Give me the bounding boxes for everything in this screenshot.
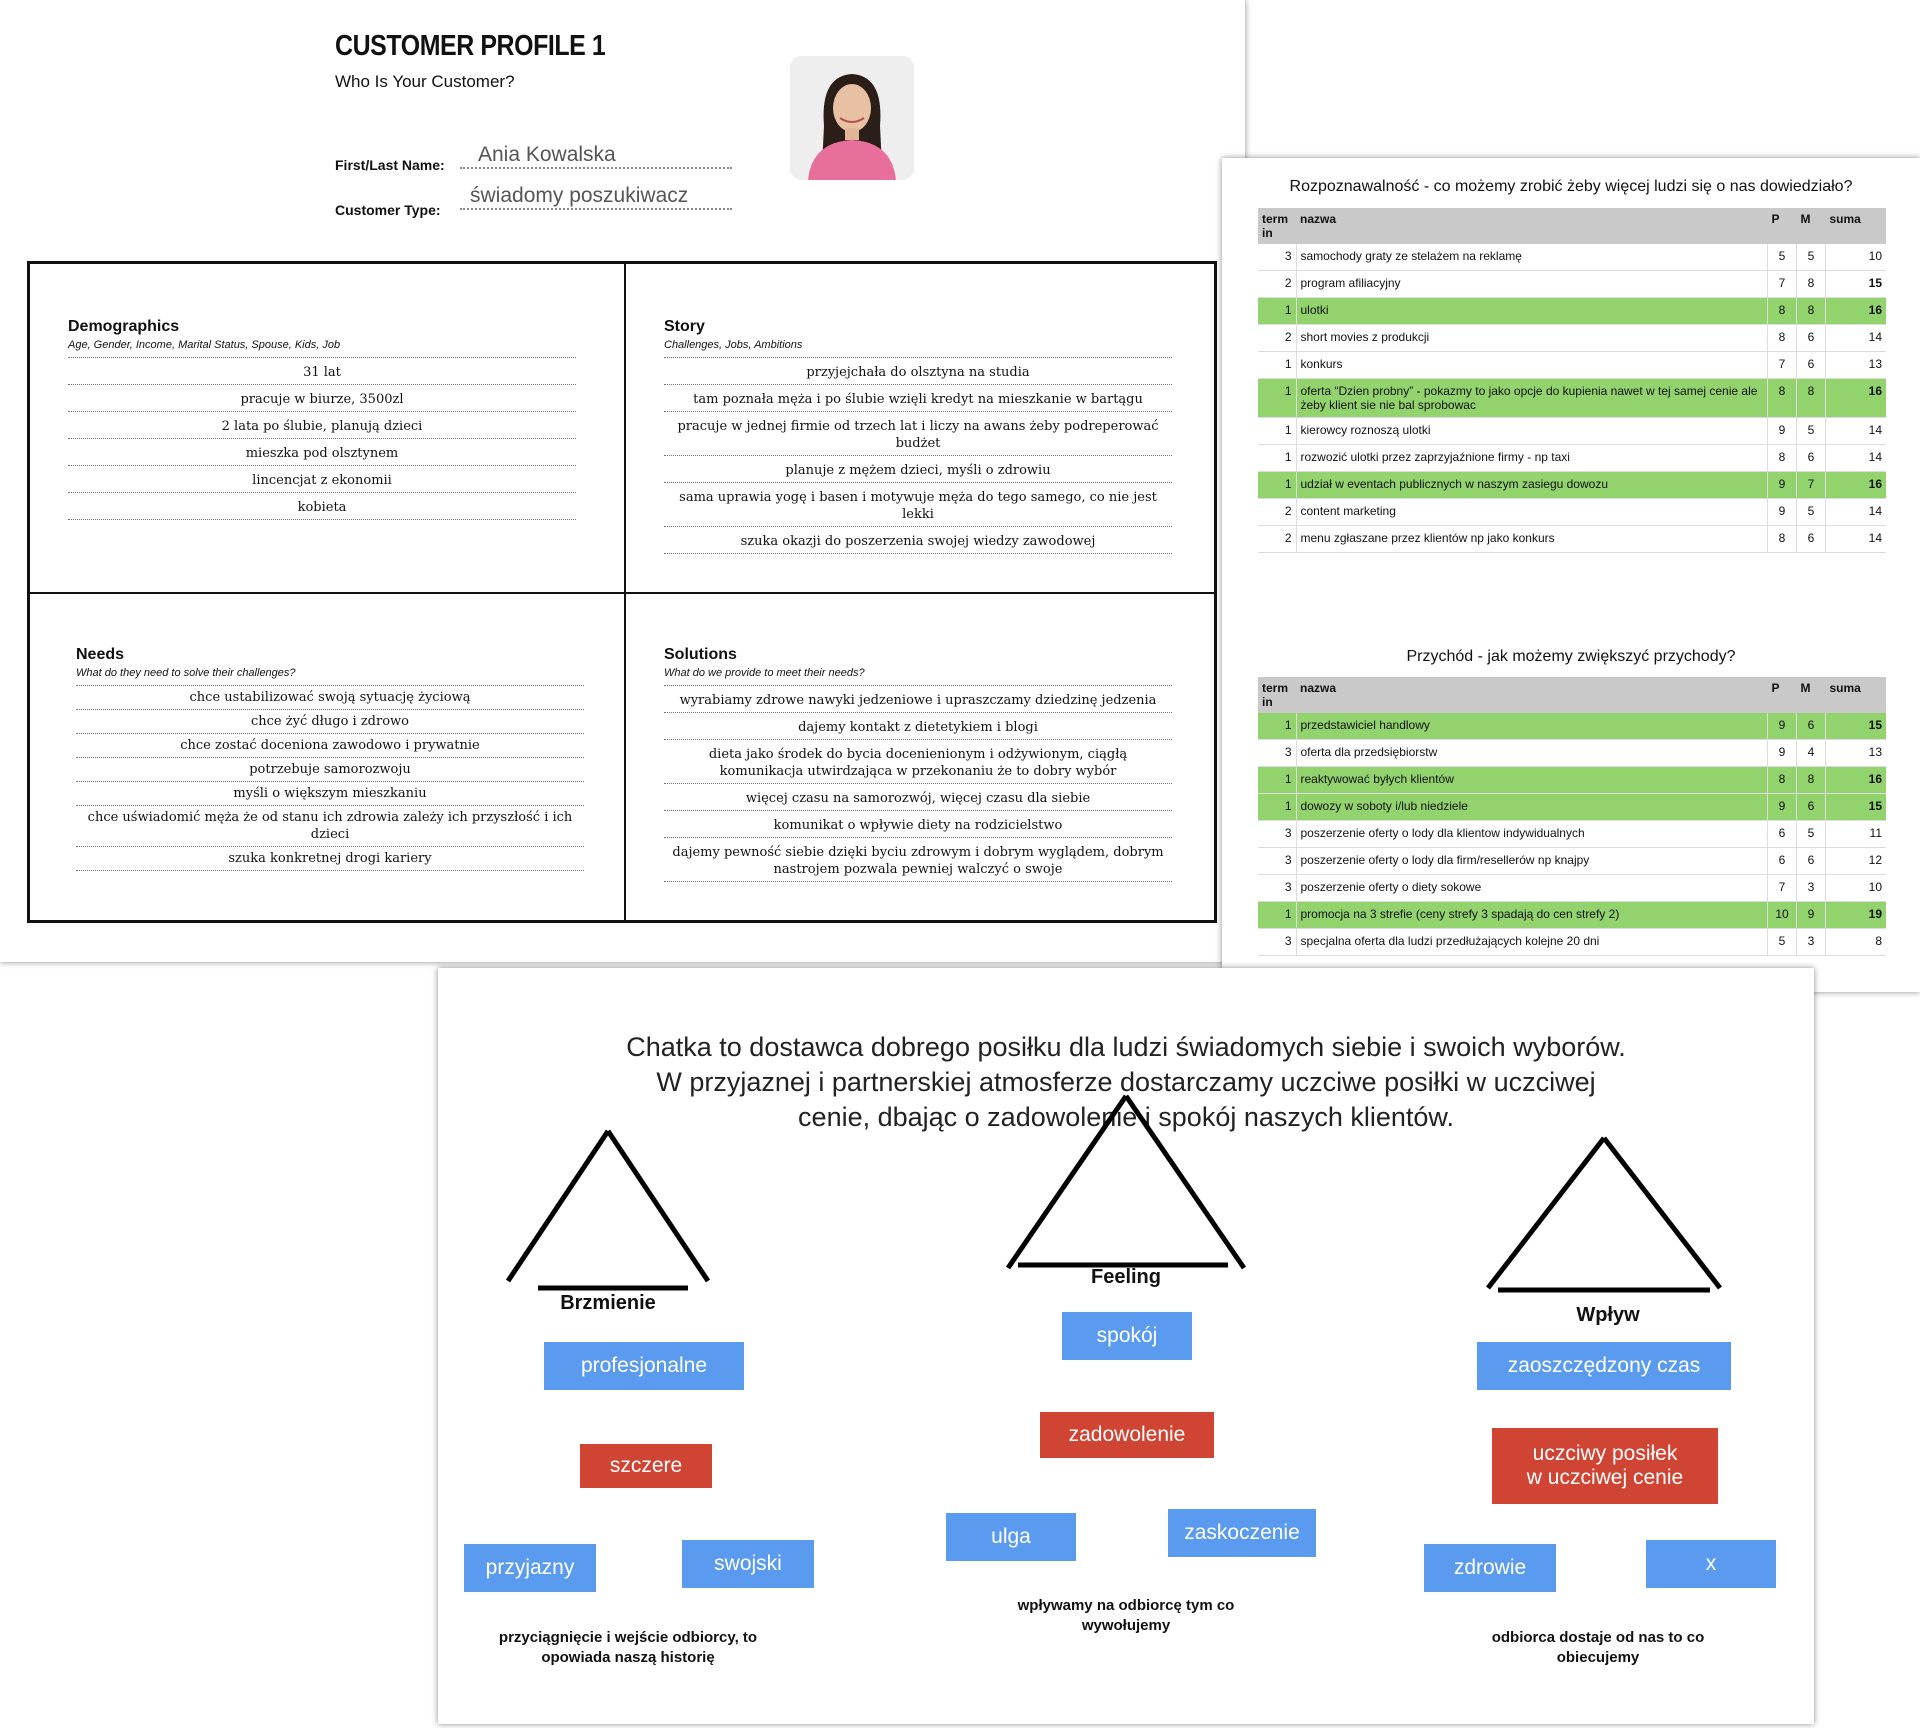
p-cell: 6: [1768, 821, 1797, 848]
caption-line: obiecujemy: [1556, 1649, 1640, 1666]
needs-row[interactable]: chce zostać doceniona zawodowo i prywatnie: [76, 734, 584, 758]
col-name: nazwa: [1296, 677, 1768, 713]
sum-cell: 10: [1826, 244, 1887, 271]
name-cell: program afiliacyjny: [1296, 271, 1768, 298]
term-cell: 1: [1258, 298, 1296, 325]
type-field[interactable]: świadomy poszukiwacz: [460, 184, 732, 210]
name-cell: dowozy w soboty i/lub niedziele: [1296, 794, 1768, 821]
term-cell: 3: [1258, 244, 1296, 271]
term-cell: 1: [1258, 713, 1296, 740]
m-cell: 5: [1797, 244, 1826, 271]
solutions-heading: Solutions: [664, 646, 737, 663]
sum-cell: 15: [1826, 271, 1887, 298]
sum-cell: 19: [1826, 902, 1887, 929]
term-cell: 3: [1258, 929, 1296, 956]
sum-cell: 15: [1826, 794, 1887, 821]
caption-line: odbiorca dostaje od nas to co: [1491, 1629, 1705, 1646]
m-cell: 6: [1797, 848, 1826, 875]
m-cell: 5: [1797, 499, 1826, 526]
solutions-row[interactable]: komunikat o wpływie diety na rodzicielstwo: [664, 811, 1172, 838]
table-row[interactable]: [1258, 713, 1886, 740]
name-cell: oferta “Dzien probny” - pokazmy to jako opcje do kupienia nawet w tej samej cenie ale żeby klient sie nie bal sprobowac: [1296, 379, 1768, 418]
awareness-table: [1258, 208, 1886, 553]
mission-line: W przyjaznej i partnerskiej atmosferze dostarczamy uczciwe posiłki w uczciwej: [656, 1067, 1596, 1097]
p-cell: 8: [1768, 325, 1797, 352]
solutions-row[interactable]: dieta jako środek do bycia docenienionym i odżywionym, ciągłą komunikacja utwirdzająca w przekonaniu że to dobry wybór: [664, 740, 1172, 784]
solutions-subheading: What do we provide to meet their needs?: [664, 667, 1172, 686]
m-cell: 4: [1797, 740, 1826, 767]
p-cell: 8: [1768, 767, 1797, 794]
name-cell: udział w eventach publicznych w naszym zasiegu dowozu: [1296, 472, 1768, 499]
demographics-row[interactable]: 2 lata po ślubie, planują dzieci: [68, 412, 576, 439]
type-label: Customer Type:: [335, 202, 441, 218]
p-cell: 8: [1768, 298, 1797, 325]
term-cell: 1: [1258, 794, 1296, 821]
name-cell: poszerzenie oferty o lody dla firm/resellerów np knajpy: [1296, 848, 1768, 875]
needs-heading: Needs: [76, 646, 125, 663]
caption-line: przyciągnięcie i wejście odbiorcy, to: [498, 1629, 758, 1646]
table2-title: Przychód - jak możemy zwiększyć przychody?: [1406, 648, 1736, 665]
p-cell: 9: [1768, 472, 1797, 499]
table2-body: [1258, 713, 1886, 956]
table-row[interactable]: [1258, 445, 1886, 472]
needs-row[interactable]: myśli o większym mieszkaniu: [76, 782, 584, 806]
table-row[interactable]: [1258, 848, 1886, 875]
term-cell: 1: [1258, 767, 1296, 794]
col-sum: suma: [1826, 677, 1887, 713]
p-cell: 7: [1768, 352, 1797, 379]
m-cell: 6: [1797, 325, 1826, 352]
m-cell: 6: [1797, 352, 1826, 379]
story-row[interactable]: pracuje w jednej firmie od trzech lat i liczy na awans żeby podreperować budżet: [664, 412, 1172, 456]
solutions-row[interactable]: więcej czasu na samorozwój, więcej czasu dla siebie: [664, 784, 1172, 811]
term-cell: 2: [1258, 325, 1296, 352]
center-line: w uczciwej cenie: [1526, 1466, 1684, 1489]
table-row[interactable]: [1258, 902, 1886, 929]
mission-line: Chatka to dostawca dobrego posiłku dla ludzi świadomych siebie i swoich wyborów.: [626, 1032, 1626, 1062]
term-cell: 1: [1258, 418, 1296, 445]
table-row[interactable]: [1258, 929, 1886, 956]
col-term: term in: [1258, 208, 1296, 244]
ideas-tables-sheet: [1222, 158, 1920, 992]
p-cell: 6: [1768, 848, 1797, 875]
m-cell: 5: [1797, 821, 1826, 848]
m-cell: 8: [1797, 298, 1826, 325]
sum-cell: 12: [1826, 848, 1887, 875]
term-cell: 1: [1258, 902, 1296, 929]
needs-row[interactable]: szuka konkretnej drogi kariery: [76, 847, 584, 871]
name-cell: promocja na 3 strefie (ceny strefy 3 spadają do cen strefy 2): [1296, 902, 1768, 929]
name-cell: short movies z produkcji: [1296, 325, 1768, 352]
demographics-row[interactable]: kobieta: [68, 493, 576, 520]
name-cell: reaktywować byłych klientów: [1296, 767, 1768, 794]
sum-cell: 16: [1826, 379, 1887, 418]
box-zdrowie: zdrowie: [1424, 1544, 1556, 1592]
caption-line: wywołujemy: [1081, 1617, 1171, 1634]
needs-row[interactable]: potrzebuje samorozwoju: [76, 758, 584, 782]
m-cell: 3: [1797, 875, 1826, 902]
demographics-heading: Demographics: [68, 318, 180, 335]
sum-cell: 16: [1826, 298, 1887, 325]
table1-title: Rozpoznawalność - co możemy zrobić żeby więcej ludzi się o nas dowiedziało?: [1289, 178, 1853, 195]
revenue-table: [1258, 677, 1886, 956]
story-row[interactable]: tam poznała męża i po ślubie wzięli kredyt na mieszkanie w bartągu: [664, 385, 1172, 412]
table-row[interactable]: [1258, 379, 1886, 418]
demographics-section: [68, 318, 576, 520]
demographics-subheading: Age, Gender, Income, Marital Status, Spouse, Kids, Job: [68, 339, 576, 358]
term-cell: 1: [1258, 379, 1296, 418]
wplyw-caption: [1438, 1628, 1758, 1668]
p-cell: 5: [1768, 929, 1797, 956]
m-cell: 3: [1797, 929, 1826, 956]
demographics-row[interactable]: lincencjat z ekonomii: [68, 466, 576, 493]
col-p: P: [1768, 208, 1797, 244]
solutions-row[interactable]: dajemy pewność siebie dzięki byciu zdrowym i dobrym wyglądem, dobrym nastrojem pozwala pewniej walczyć o swoje: [664, 838, 1172, 882]
sum-cell: 10: [1826, 875, 1887, 902]
table-row[interactable]: [1258, 499, 1886, 526]
profile-title: CUSTOMER PROFILE 1: [335, 30, 606, 62]
table-row[interactable]: [1258, 352, 1886, 379]
m-cell: 8: [1797, 767, 1826, 794]
sum-cell: 8: [1826, 929, 1887, 956]
p-cell: 8: [1768, 526, 1797, 553]
p-cell: 9: [1768, 740, 1797, 767]
sum-cell: 14: [1826, 499, 1887, 526]
name-label: First/Last Name:: [335, 157, 445, 173]
needs-row[interactable]: chce ustabilizować swoją sytuację życiową: [76, 686, 584, 710]
name-cell: oferta dla przedsiębiorstw: [1296, 740, 1768, 767]
term-cell: 2: [1258, 499, 1296, 526]
term-cell: 3: [1258, 821, 1296, 848]
table-row[interactable]: [1258, 526, 1886, 553]
center-line: uczciwy posiłek: [1532, 1442, 1678, 1465]
term-cell: 1: [1258, 352, 1296, 379]
table-row[interactable]: [1258, 298, 1886, 325]
term-cell: 1: [1258, 445, 1296, 472]
story-subheading: Challenges, Jobs, Ambitions: [664, 339, 1172, 358]
table-row[interactable]: [1258, 767, 1886, 794]
table-row[interactable]: [1258, 325, 1886, 352]
col-sum: suma: [1826, 208, 1887, 244]
grid-divider-horizontal: [30, 592, 1214, 594]
p-cell: 7: [1768, 271, 1797, 298]
name-cell: menu zgłaszane przez klientów np jako konkurs: [1296, 526, 1768, 553]
term-cell: 3: [1258, 848, 1296, 875]
story-row[interactable]: planuje z mężem dzieci, myśli o zdrowiu: [664, 456, 1172, 483]
story-heading: Story: [664, 318, 705, 335]
name-cell: konkurs: [1296, 352, 1768, 379]
col-term: term in: [1258, 677, 1296, 713]
sum-cell: 14: [1826, 325, 1887, 352]
box-swojski: swojski: [682, 1540, 814, 1588]
needs-subheading: What do they need to solve their challenges?: [76, 667, 584, 686]
name-cell: poszerzenie oferty o lody dla klientow indywidualnych: [1296, 821, 1768, 848]
term-cell: 2: [1258, 271, 1296, 298]
m-cell: 6: [1797, 794, 1826, 821]
story-section: [664, 318, 1172, 554]
table-row[interactable]: [1258, 472, 1886, 499]
demographics-row[interactable]: pracuje w biurze, 3500zl: [68, 385, 576, 412]
m-cell: 8: [1797, 379, 1826, 418]
p-cell: 9: [1768, 713, 1797, 740]
name-field[interactable]: Ania Kowalska: [460, 143, 732, 169]
caption-line: wpływamy na odbiorcę tym co: [1017, 1597, 1235, 1614]
solutions-row[interactable]: dajemy kontakt z dietetykiem i blogi: [664, 713, 1172, 740]
solutions-row[interactable]: wyrabiamy zdrowe nawyki jedzeniowe i upraszczamy dziedzinę jedzenia: [664, 686, 1172, 713]
box-zaoszczedzony-czas: zaoszczędzony czas: [1477, 1342, 1731, 1390]
table-row[interactable]: [1258, 271, 1886, 298]
customer-profile-sheet: [0, 0, 1245, 962]
sum-cell: 15: [1826, 713, 1887, 740]
term-cell: 3: [1258, 875, 1296, 902]
name-cell: ulotki: [1296, 298, 1768, 325]
name-cell: przedstawiciel handlowy: [1296, 713, 1768, 740]
p-cell: 9: [1768, 499, 1797, 526]
box-ulga: ulga: [946, 1513, 1076, 1561]
profile-grid: [27, 261, 1217, 923]
caption-line: opowiada naszą historię: [541, 1649, 715, 1666]
m-cell: 6: [1797, 526, 1826, 553]
term-cell: 1: [1258, 472, 1296, 499]
box-profesjonalne: profesjonalne: [544, 1342, 744, 1390]
box-zadowolenie: zadowolenie: [1040, 1412, 1214, 1458]
m-cell: 6: [1797, 713, 1826, 740]
demographics-row[interactable]: 31 lat: [68, 358, 576, 385]
box-przyjazny: przyjazny: [464, 1544, 596, 1592]
needs-row[interactable]: chce żyć długo i zdrowo: [76, 710, 584, 734]
table1-body: [1258, 244, 1886, 553]
box-uczciwy-posilek: [1492, 1428, 1718, 1504]
brand-sheet: [438, 968, 1814, 1724]
name-cell: kierowcy roznoszą ulotki: [1296, 418, 1768, 445]
table-row[interactable]: [1258, 794, 1886, 821]
col-m: M: [1797, 677, 1826, 713]
name-cell: poszerzenie oferty o diety sokowe: [1296, 875, 1768, 902]
wplyw-title: Wpływ: [1576, 1304, 1640, 1326]
needs-row[interactable]: chce uświadomić męża że od stanu ich zdrowia zależy ich przyszłość i ich dzieci: [76, 806, 584, 847]
sum-cell: 16: [1826, 472, 1887, 499]
p-cell: 7: [1768, 875, 1797, 902]
box-spokoj: spokój: [1062, 1312, 1192, 1360]
m-cell: 9: [1797, 902, 1826, 929]
feeling-caption: [966, 1596, 1286, 1636]
box-x: x: [1646, 1540, 1776, 1588]
p-cell: 8: [1768, 379, 1797, 418]
table-row[interactable]: [1258, 740, 1886, 767]
table-row[interactable]: [1258, 244, 1886, 271]
solutions-section: [664, 646, 1172, 882]
term-cell: 2: [1258, 526, 1296, 553]
needs-section: [76, 646, 584, 871]
m-cell: 8: [1797, 271, 1826, 298]
m-cell: 6: [1797, 445, 1826, 472]
sum-cell: 14: [1826, 526, 1887, 553]
story-row[interactable]: przyjejchała do olsztyna na studia: [664, 358, 1172, 385]
p-cell: 8: [1768, 445, 1797, 472]
sum-cell: 14: [1826, 418, 1887, 445]
table-row[interactable]: [1258, 821, 1886, 848]
name-cell: rozwozić ulotki przez zaprzyjaźnione firmy - np taxi: [1296, 445, 1768, 472]
profile-subtitle: Who Is Your Customer?: [335, 72, 515, 91]
name-cell: content marketing: [1296, 499, 1768, 526]
name-cell: specjalna oferta dla ludzi przedłużających kolejne 20 dni: [1296, 929, 1768, 956]
box-zaskoczenie: zaskoczenie: [1168, 1509, 1316, 1557]
p-cell: 9: [1768, 418, 1797, 445]
story-row[interactable]: szuka okazji do poszerzenia swojej wiedzy zawodowej: [664, 527, 1172, 554]
sum-cell: 16: [1826, 767, 1887, 794]
p-cell: 9: [1768, 794, 1797, 821]
sum-cell: 13: [1826, 740, 1887, 767]
p-cell: 5: [1768, 244, 1797, 271]
m-cell: 5: [1797, 418, 1826, 445]
name-cell: samochody graty ze stelażem na reklamę: [1296, 244, 1768, 271]
box-szczere: szczere: [580, 1444, 712, 1488]
sum-cell: 13: [1826, 352, 1887, 379]
col-p: P: [1768, 677, 1797, 713]
col-m: M: [1797, 208, 1826, 244]
m-cell: 7: [1797, 472, 1826, 499]
customer-photo: [790, 56, 914, 180]
col-name: nazwa: [1296, 208, 1768, 244]
brzmienie-title: Brzmienie: [560, 1292, 656, 1314]
table-row[interactable]: [1258, 875, 1886, 902]
mission-line: cenie, dbając o zadowolenie i spokój naszych klientów.: [798, 1102, 1454, 1132]
p-cell: 10: [1768, 902, 1797, 929]
demographics-row[interactable]: mieszka pod olsztynem: [68, 439, 576, 466]
feeling-title: Feeling: [1090, 1266, 1161, 1288]
table-row[interactable]: [1258, 418, 1886, 445]
term-cell: 3: [1258, 740, 1296, 767]
brzmienie-caption: [458, 1628, 798, 1668]
sum-cell: 14: [1826, 445, 1887, 472]
story-row[interactable]: sama uprawia yogę i basen i motywuje męża do tego samego, co nie jest lekki: [664, 483, 1172, 527]
sum-cell: 11: [1826, 821, 1887, 848]
